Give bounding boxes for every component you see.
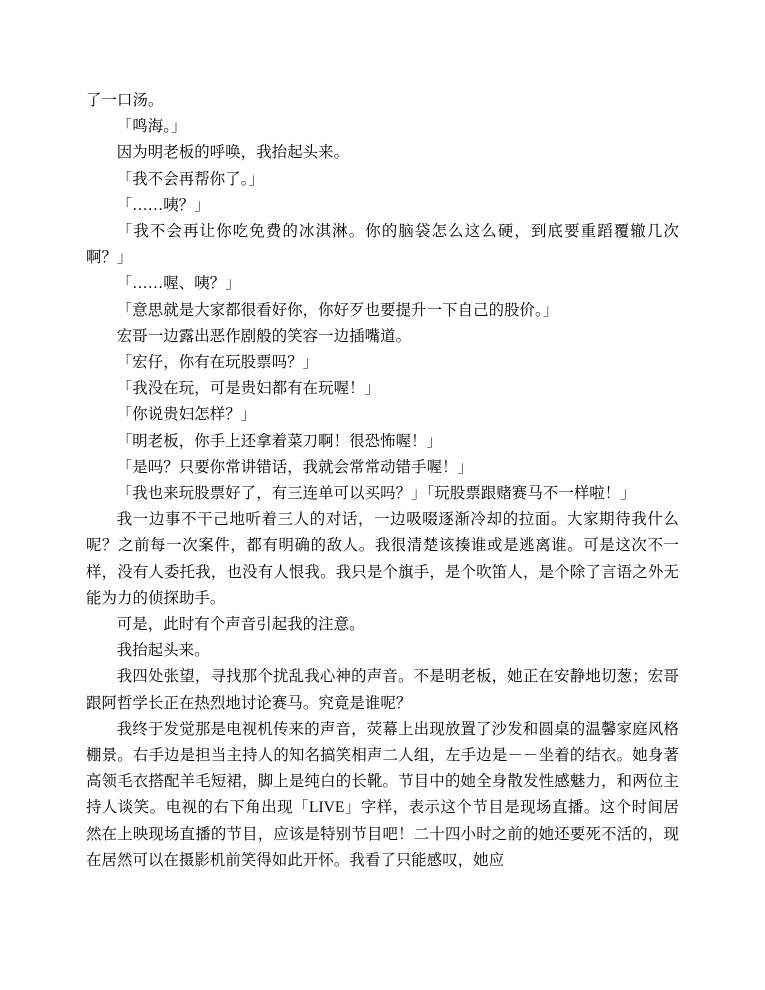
paragraph: 我终于发觉那是电视机传来的声音，荧幕上出现放置了沙发和圆桌的温馨家庭风格棚景。右手边是担当主持人的知名搞笑相声二人组，左手边是－－坐着的结衣。她身著高领毛衣搭配羊毛短裙，脚上是纯白的长靴。节目中的她全身散发性感魅力，和两位主持人谈笑。电视的右下角出现「LIVE」字样，表示这个节目是现场直播。这个时间居然在上映现场直播的节目，应该是特别节目吧！二十四小时之前的她还要死不活的，现在居然可以在摄影机前笑得如此开怀。我看了只能感叹，她应 <box>86 720 679 869</box>
paragraph: 我四处张望，寻找那个扰乱我心神的声音。不是明老板，她正在安静地切葱；宏哥跟阿哲学长正在热烈地讨论赛马。究竟是谁呢？ <box>86 668 679 712</box>
paragraph: 「我不会再让你吃免费的冰淇淋。你的脑袋怎么这么硬，到底要重蹈覆辙几次啊？」 <box>86 223 679 267</box>
paragraph: 可是，此时有个声音引起我的注意。 <box>116 616 365 634</box>
paragraph: 因为明老板的呼唤，我抬起头来。 <box>116 144 350 162</box>
paragraph: 「我也来玩股票好了，有三连单可以买吗？」「玩股票跟赌赛马不一样啦！」 <box>116 485 636 503</box>
paragraph: 「……喔、咦？」 <box>116 275 241 293</box>
paragraph: 「是吗？只要你常讲错话，我就会常常动错手喔！」 <box>116 458 474 476</box>
paragraph: 「明老板，你手上还拿着菜刀啊！很恐怖喔！」 <box>116 432 443 450</box>
paragraph: 「我不会再帮你了。」 <box>116 170 265 188</box>
page-text-body <box>86 88 679 874</box>
paragraph: 「我没在玩，可是贵妇都有在玩喔！」 <box>116 380 381 398</box>
paragraph: 「意思就是大家都很看好你，你好歹也要提升一下自己的股价。」 <box>116 301 559 319</box>
paragraph: 「……咦？」 <box>116 196 210 214</box>
paragraph: 我一边事不干己地听着三人的对话，一边吸啜逐渐冷却的拉面。大家期待我什么呢？之前每一次案件，都有明确的敌人。我很清楚该揍谁或是逃离谁。可是这次不一样，没有人委托我，也没有人恨我。我只是个旗手，是个吹笛人，是个除了言语之外无能为力的侦探助手。 <box>86 511 679 607</box>
paragraph: 「你说贵妇怎样？」 <box>116 406 257 424</box>
paragraph: 宏哥一边露出恶作剧般的笑容一边插嘴道。 <box>116 327 412 345</box>
paragraph: 「鸣海。」 <box>116 118 187 136</box>
paragraph: 我抬起头来。 <box>116 642 210 660</box>
paragraph: 「宏仔，你有在玩股票吗？」 <box>116 354 319 372</box>
paragraph: 了一口汤。 <box>86 92 164 109</box>
